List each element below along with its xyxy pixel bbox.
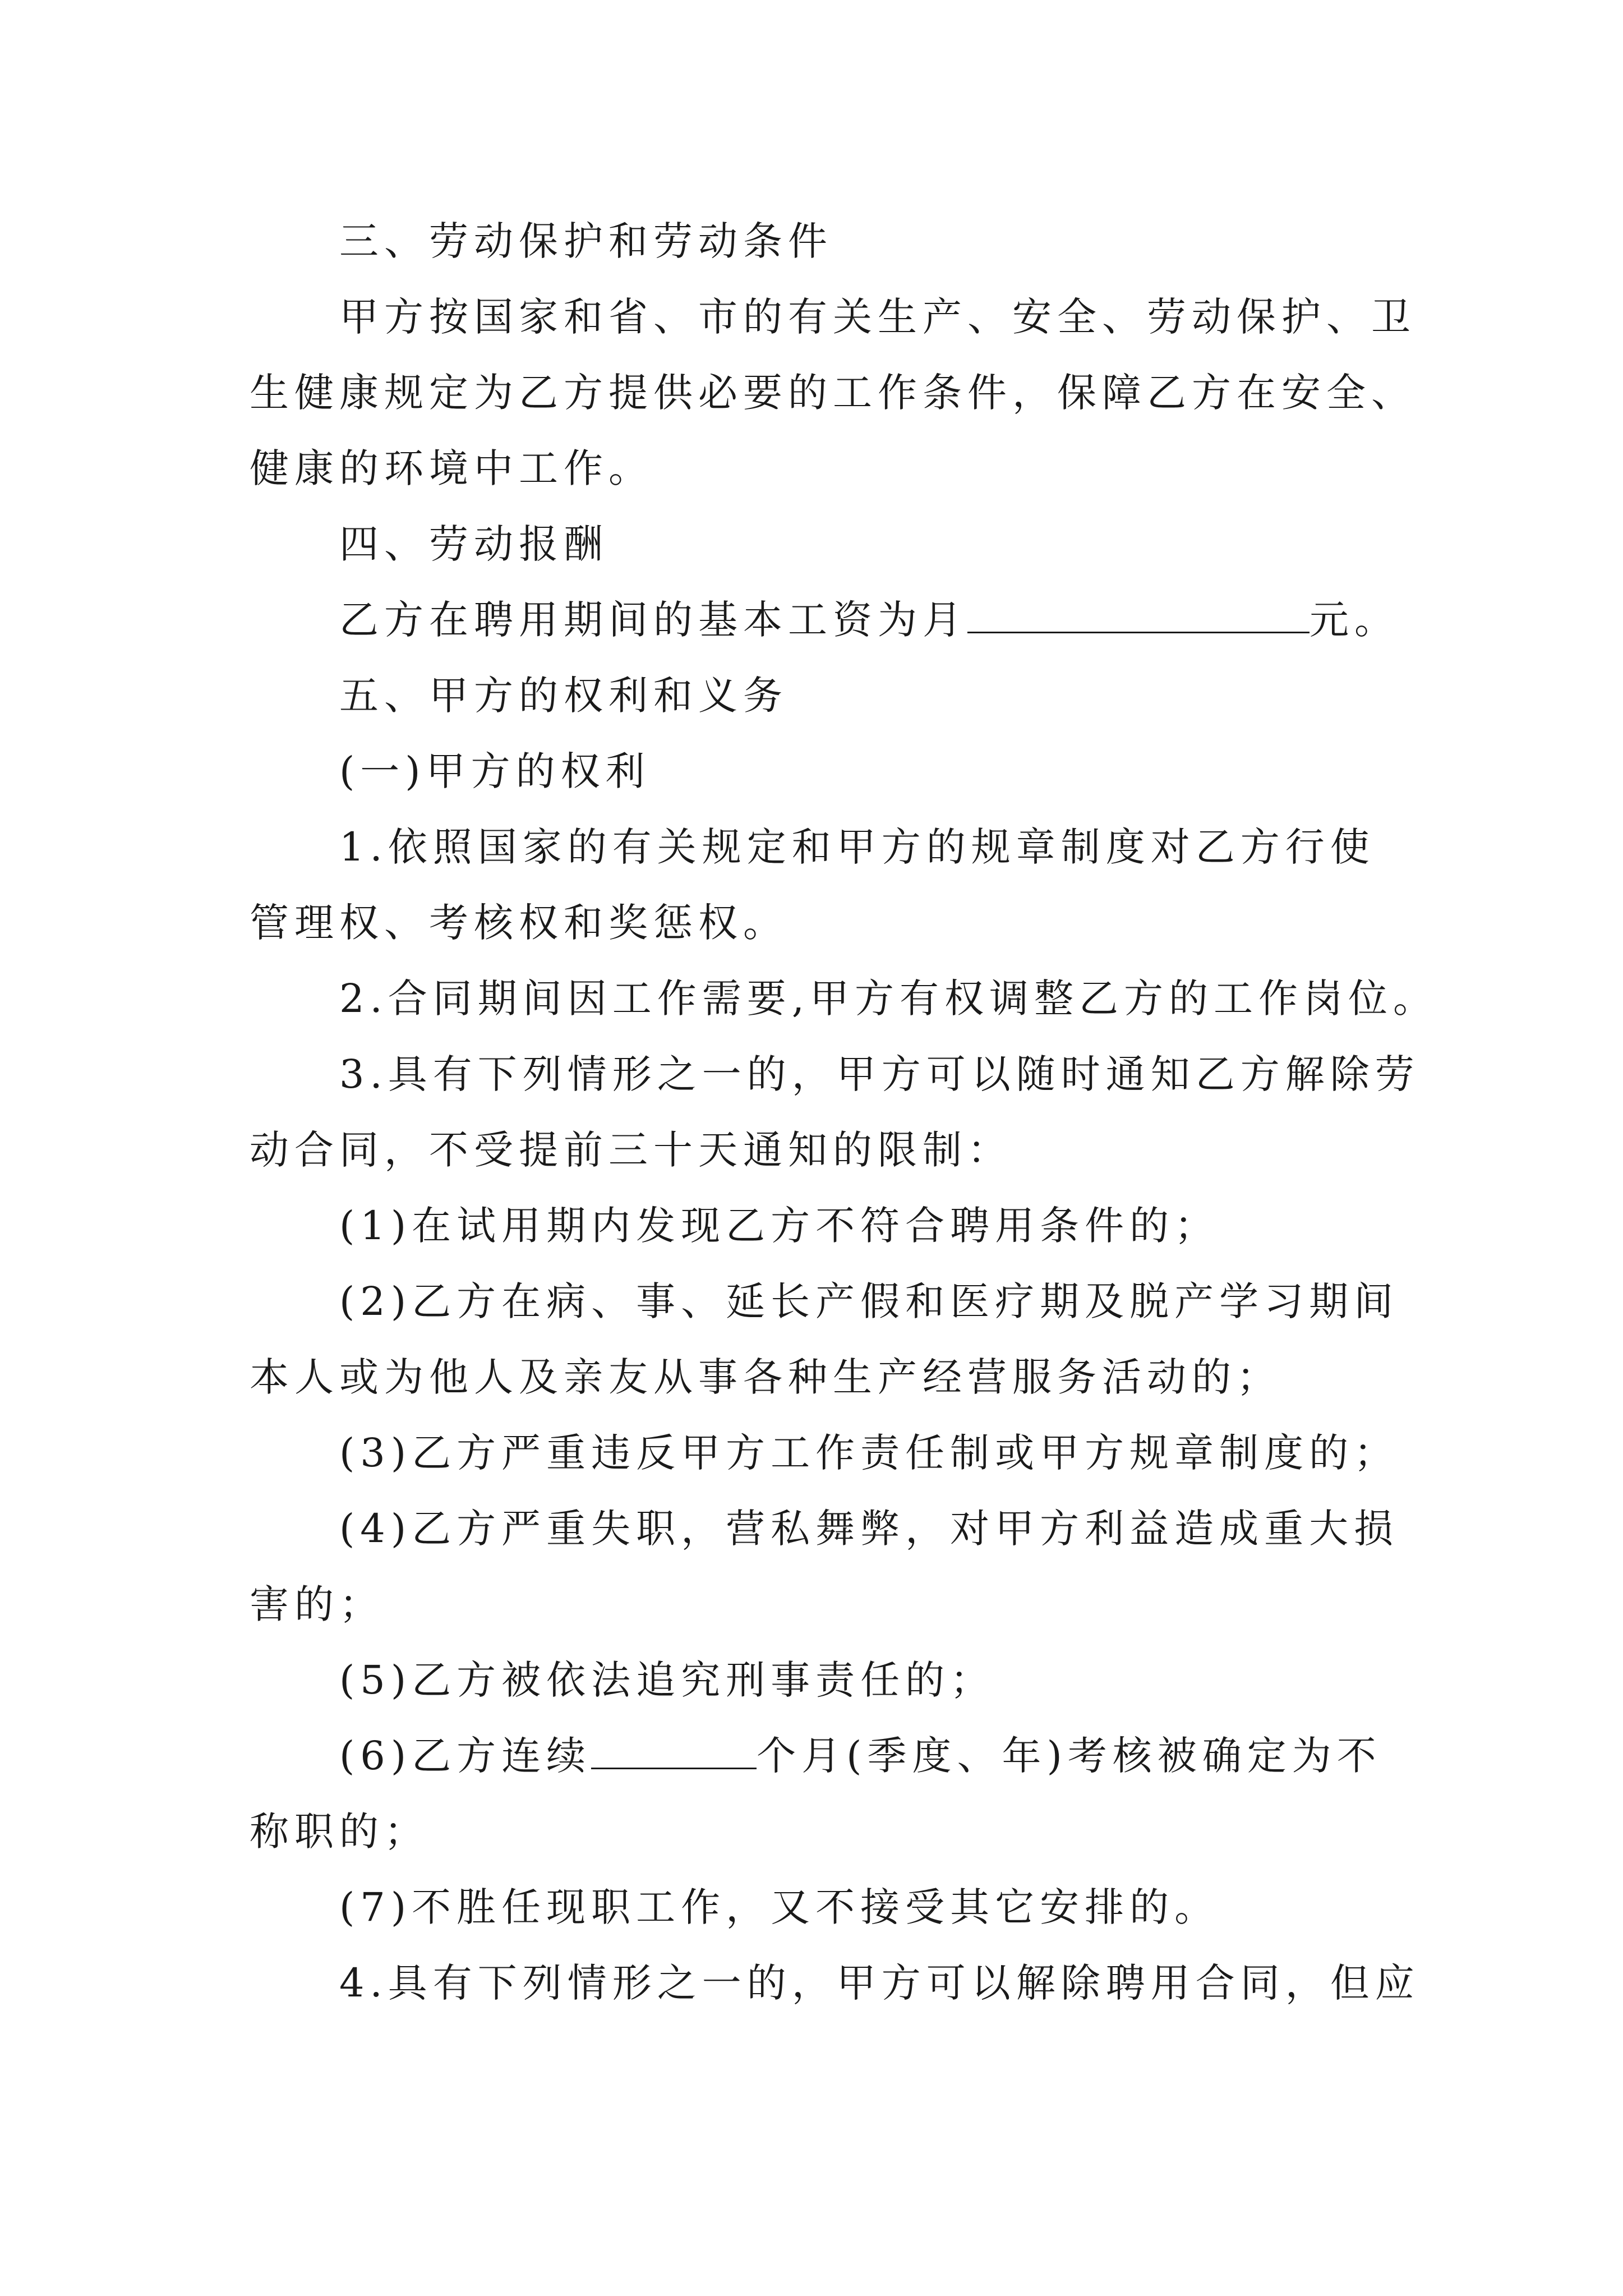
paragraph-line: 动合同，不受提前三十天通知的限制： [250, 1127, 1012, 1173]
list-item-continuation: 害的； [250, 1581, 384, 1627]
list-item-continuation: 称职的； [250, 1809, 429, 1855]
list-item: (2)乙方在病、事、延长产假和医疗期及脱产学习期间 [339, 1278, 1399, 1324]
section-heading-remuneration: 四、劳动报酬 [339, 521, 608, 567]
list-item: (6)乙方连续 个月(季度、年)考核被确定为不 [339, 1733, 1382, 1779]
section-heading-labor-protection: 三、劳动保护和劳动条件 [339, 218, 833, 264]
list-item: (4)乙方严重失职，营私舞弊，对甲方利益造成重大损 [339, 1506, 1399, 1552]
list-item: (3)乙方严重违反甲方工作责任制或甲方规章制度的； [339, 1430, 1399, 1476]
list-item-continuation: 本人或为他人及亲友从事各种生产经营服务活动的； [250, 1354, 1281, 1400]
months-blank-field[interactable] [591, 1732, 757, 1769]
salary-line: 乙方在聘用期间的基本工资为月 元。 [339, 597, 1399, 643]
list-item: (7)不胜任现职工作，又不接受其它安排的。 [339, 1884, 1220, 1930]
salary-blank-field[interactable] [967, 596, 1310, 633]
subsection-heading: (一)甲方的权利 [339, 748, 651, 794]
section-heading-party-a-rights: 五、甲方的权利和义务 [339, 673, 788, 719]
paragraph-line: 4.具有下列情形之一的，甲方可以解除聘用合同，但应 [339, 1960, 1420, 2006]
paragraph-line: 3.具有下列情形之一的，甲方可以随时通知乙方解除劳 [339, 1051, 1420, 1097]
paragraph-line: 1.依照国家的有关规定和甲方的规章制度对乙方行使 [339, 824, 1375, 870]
list-item: (1)在试用期内发现乙方不符合聘用条件的； [339, 1203, 1220, 1249]
paragraph-line: 2.合同期间因工作需要,甲方有权调整乙方的工作岗位。 [339, 976, 1438, 1022]
paragraph-line: 生健康规定为乙方提供必要的工作条件，保障乙方在安全、 [250, 370, 1416, 416]
list-item: (5)乙方被依法追究刑事责任的； [339, 1657, 995, 1703]
paragraph-line: 健康的环境中工作。 [250, 445, 653, 491]
paragraph-line: 甲方按国家和省、市的有关生产、安全、劳动保护、卫 [339, 294, 1416, 340]
paragraph-line: 管理权、考核权和奖惩权。 [250, 900, 788, 946]
